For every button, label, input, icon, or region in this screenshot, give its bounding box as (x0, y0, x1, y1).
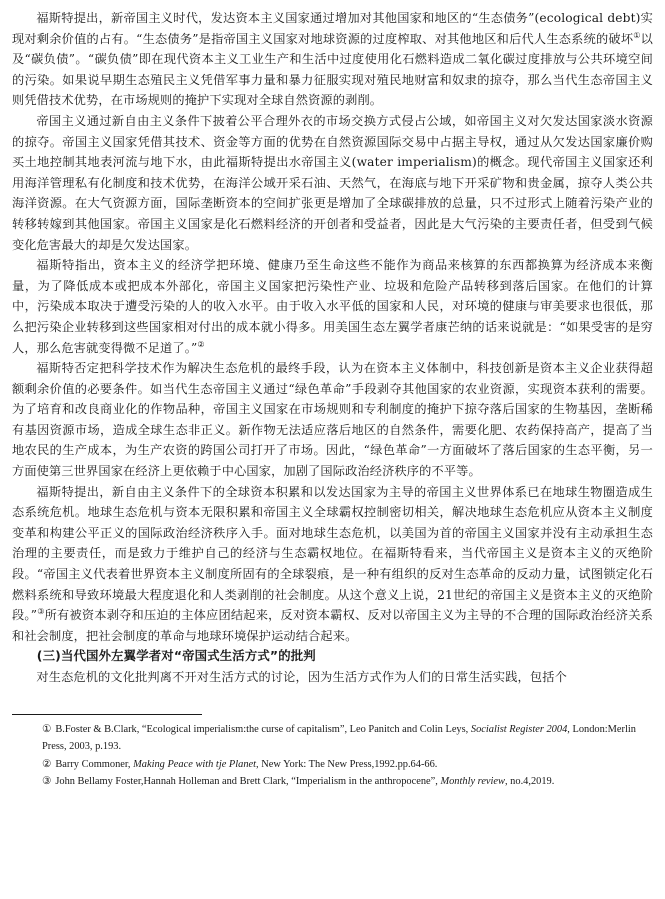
paragraph-3: 福斯特指出，资本主义的经济学把环境、健康乃至生命这些不能作为商品来核算的东西都换算为经济成本来衡量，为了降低成本或把成本外部化，帝国主义国家把污染性产业、垃圾和危险产品转移到落后国家。在他们的计算中，污染成本取决于遭受污染的人的收入水平。由于收入水平低的国家和人民，对环境的健康与审美要求也很低，那么把污染企业转移到这些国家相对付出的成本就小得多。用美国生态左翼学者康芒纳的话来说就是：“如果受害的是穷人，那么危害就变得微不足道了。”② (12, 258, 653, 355)
footnote-ref-3[interactable]: ③ (37, 607, 45, 617)
footnote-ref-2[interactable]: ② (197, 339, 205, 349)
footnote-ref-1[interactable]: ① (633, 30, 641, 40)
section-heading: (三)当代国外左翼学者对“帝国式生活方式”的批判 (36, 648, 316, 664)
footnotes (12, 721, 653, 791)
paragraph-6: 对生态危机的文化批判离不开对生活方式的讨论，因为生活方式作为人们的日常生活实践，包括个 (36, 670, 567, 684)
footnote-2: ② Barry Commoner, Making Peace with tje Planet, New York: The New Press,1992.pp.64-66. (42, 758, 438, 770)
paragraph-2: 帝国主义通过新自由主义条件下披着公平合理外衣的市场交换方式侵占公域，如帝国主义对欠发达国家淡水资源的掠夺。帝国主义国家凭借其技术、资金等方面的优势在自然资源国际交易中占据主导权，通过从欠发达国家廉价购买土地控制其地表河流与地下水，由此福斯特提出水帝国主义(water imperialism)的概念。现代帝国主义国家还利用海洋管理私有化制度和技术优势，在海洋公域开采石油、天然气，在海底与地下开采矿物和贵金属，掠夺人类公共海洋资源。在大气资源方面，国际垄断资本的空间扩张更是增加了全球碳排放的总量，只不过形式上随着污染产业的转移转嫁到其他国家。帝国主义国家是化石燃料经济的开创者和受益者，因此是大气污染的主要责任者，但受到气候变化危害最大的却是欠发达国家。 (12, 113, 653, 252)
paragraph-1: 福斯特提出，新帝国主义时代，发达资本主义国家通过增加对其他国家和地区的“生态债务”(ecological debt)实现对剩余价值的占有。“生态债务”是指帝国主义国家对地球资源的过度榨取、对其他地区和后代人生态系统的破坏①以及“碳负债”。“碳负债”即在现代资本主义工业生产和生活中过度使用化石燃料造成二氧化碳过度排放与公共环境空间的污染。如果说早期生态殖民主义凭借军事力量和暴力征服实现对殖民地财富和奴隶的掠夺，那么当代生态帝国主义则凭借技术优势，在市场规则的掩护下实现对全球自然资源的剥削。 (12, 11, 653, 108)
paragraph-5: 福斯特提出，新自由主义条件下的全球资本积累和以发达国家为主导的帝国主义世界体系已在地球生物圈造成生态系统危机。地球生态危机与资本无限积累和帝国主义全球霸权控制密切相关，解决地球生态危机应从资本主义制度变革和构建公平正义的国际政治经济秩序入手。面对地球生态危机，以美国为首的帝国主义国家并没有主动承担生态治理的主要责任，而是致力于维护自己的经济与生态霸权地位。在福斯特看来，当代帝国主义是资本主义的灭绝阶段。“帝国主义代表着世界资本主义制度所固有的全球裂痕，是一种有组织的反对生态革命的反动力量，试图锁定化石燃料系统和导致环境最大程度退化和人类剥削的社会制度。从这个意义上说，21世纪的帝国主义是资本主义的灭绝阶段。”③所有被资本剥夺和压迫的主体应团结起来，反对资本霸权、反对以帝国主义为主导的不合理的国际政治经济关系和社会制度，把社会制度的革命与地球环境保护运动结合起来。 (12, 484, 653, 643)
footnote-divider (12, 714, 202, 715)
paragraph-4: 福斯特否定把科学技术作为解决生态危机的最终手段，认为在资本主义体制中，科技创新是资本主义企业获得超额剩余价值的必要条件。如当代生态帝国主义通过“绿色革命”手段剥夺其他国家的农业资源，实现资本获利的需要。为了培育和改良商业化的作物品种，帝国主义国家在市场规则和专利制度的掩护下掠夺落后国家的生物基因，垄断稀有基因资源市场，造成全球生态非正义。新作物无法适应落后地区的自然条件，需要化肥、农药保持高产，提高了当地农民的生产成本，为生产农资的跨国公司打开了市场。因此，“绿色革命”一方面破坏了落后国家的生态平衡，另一方面使第三世界国家在经济上更依赖于中心国家，加剧了国际政治经济秩序的不平等。 (12, 361, 653, 479)
body-text (12, 8, 653, 688)
footnote-3: ③ John Bellamy Foster,Hannah Holleman and Brett Clark, “Imperialism in the anthropocene”, Monthly review, no.4,2019. (42, 776, 555, 788)
footnote-1: ① B.Foster & B.Clark, “Ecological imperialism:the curse of capitalism”, Leo Panitch and Colin Leys, Socialist Register 2004, London:Merlin Press, 2003, p.193. (42, 723, 636, 753)
